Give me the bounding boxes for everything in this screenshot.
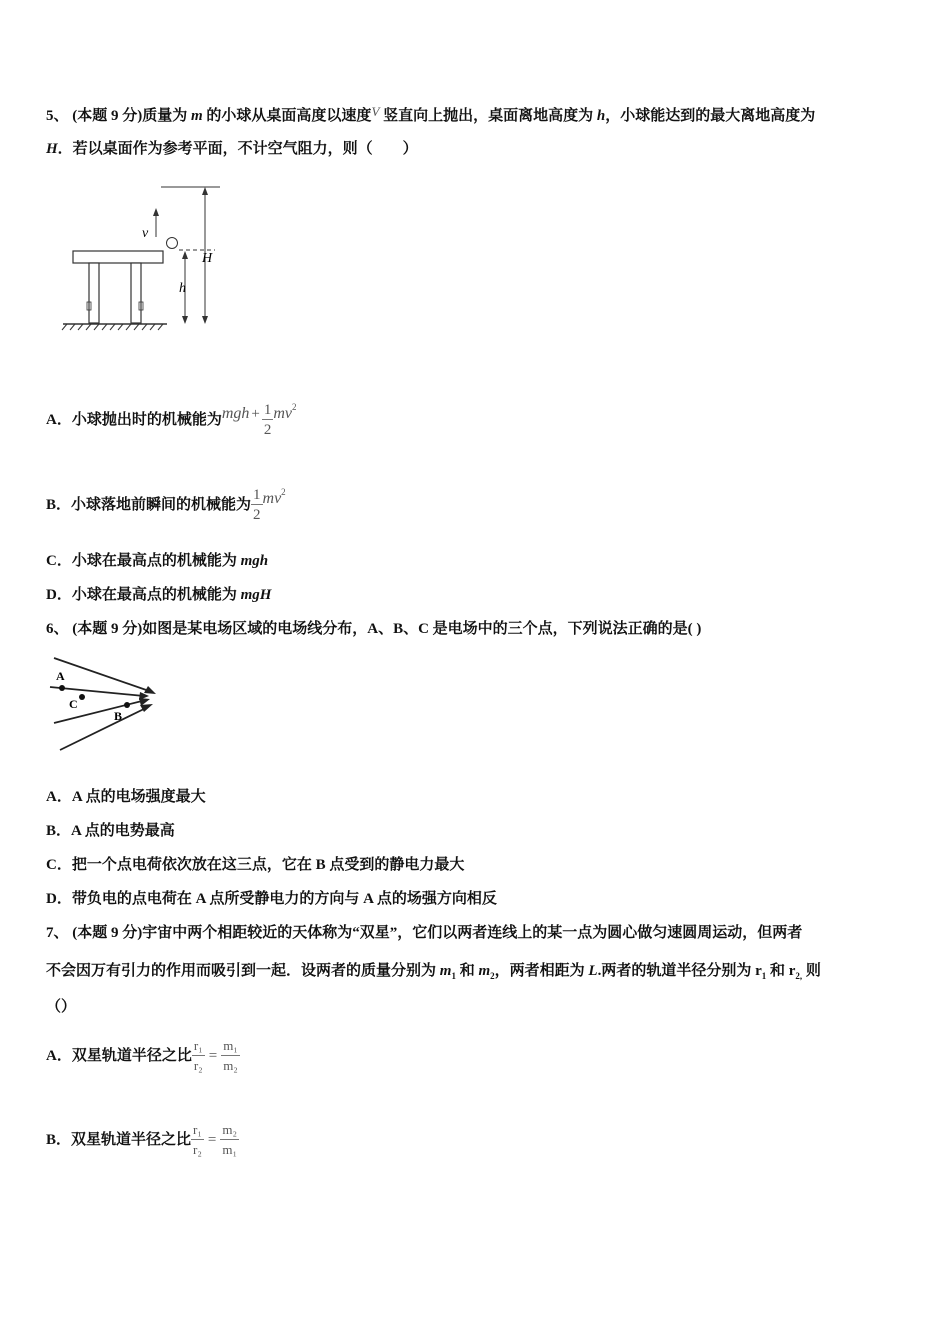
q7-option-a[interactable] bbox=[46, 1032, 240, 1080]
q5-option-d[interactable] bbox=[46, 585, 271, 605]
arrowhead bbox=[202, 187, 208, 195]
equals: = bbox=[208, 1048, 218, 1064]
arrowhead bbox=[153, 208, 159, 216]
text: ，两者相距为 bbox=[494, 963, 589, 979]
denominator: r₂ bbox=[193, 1058, 203, 1074]
numerator: r₁ bbox=[191, 1121, 204, 1140]
text: 的小球从桌面高度以速度 bbox=[202, 108, 372, 124]
math: mv bbox=[262, 490, 282, 507]
table-leg bbox=[89, 263, 99, 323]
option-label: A．双星轨道半径之比 bbox=[46, 1048, 192, 1064]
table-top bbox=[73, 251, 163, 263]
arrowhead bbox=[144, 686, 156, 694]
var-v: V bbox=[371, 104, 380, 119]
fraction bbox=[251, 486, 263, 525]
var-m2: m bbox=[478, 963, 491, 979]
q6-figure-field-lines bbox=[44, 650, 164, 760]
text: ．若以桌面作为参考平面，不计空气阻力，则（ ） bbox=[57, 141, 418, 157]
var-L: L bbox=[588, 963, 598, 979]
q7-stem-line1: 7、 (本题 9 分)宇宙中两个相距较近的天体称为“双星”，它们以两者连线上的某一点为圆心做匀速圆周运动，但两者 bbox=[46, 925, 803, 941]
text: .两者的轨道半径分别为 r bbox=[597, 963, 762, 979]
point-B bbox=[124, 702, 130, 708]
option-label: B．小球落地前瞬间的机械能为 bbox=[46, 497, 252, 513]
option-label: A．小球抛出时的机械能为 bbox=[46, 412, 222, 428]
option-label: B．双星轨道半径之比 bbox=[46, 1132, 192, 1148]
ground-hatch bbox=[62, 324, 163, 330]
field-line bbox=[54, 700, 146, 723]
text: 不会因万有引力的作用而吸引到一起．设两者的质量分别为 bbox=[46, 963, 440, 979]
math: mgh bbox=[240, 553, 269, 569]
q7-option-b[interactable] bbox=[46, 1116, 239, 1164]
math: mv bbox=[273, 405, 293, 422]
text: ，小球能达到的最大离地高度为 bbox=[605, 108, 816, 124]
sub: 2, bbox=[795, 971, 803, 981]
var-m: m bbox=[191, 108, 203, 124]
sub: 1 bbox=[761, 971, 767, 981]
ball bbox=[167, 238, 178, 249]
denominator: r₂ bbox=[193, 1142, 202, 1158]
option-label: D．小球在最高点的机械能为 bbox=[46, 587, 241, 603]
q6-option-d[interactable]: D．带负电的点电荷在 A 点所受静电力的方向与 A 点的场强方向相反 bbox=[46, 891, 497, 907]
q7-stem-line2 bbox=[46, 961, 821, 986]
math: + bbox=[251, 406, 260, 422]
q6-stem: 6、 (本题 9 分)如图是某电场区域的电场线分布，A、B、C 是电场中的三个点，下列说法正确的是( ) bbox=[46, 621, 702, 637]
label-C: C bbox=[69, 697, 78, 711]
H-label: H bbox=[202, 251, 213, 266]
h-label: h bbox=[179, 281, 186, 296]
denominator: m₁ bbox=[222, 1142, 238, 1158]
text: 和 bbox=[455, 963, 479, 979]
denominator: 2 bbox=[253, 507, 261, 524]
q7-stem-line3: （） bbox=[46, 999, 77, 1015]
label-A: A bbox=[56, 669, 65, 683]
text: 则 bbox=[802, 963, 821, 979]
text: 竖直向上抛出，桌面离地高度为 bbox=[379, 108, 597, 124]
denominator: m₂ bbox=[223, 1058, 238, 1074]
q5-option-a[interactable] bbox=[46, 383, 297, 439]
q5-stem-line1 bbox=[46, 102, 815, 126]
math-sup: 2 bbox=[292, 402, 297, 412]
var-h: h bbox=[596, 108, 606, 124]
field-line bbox=[60, 707, 148, 750]
fraction bbox=[262, 401, 274, 440]
option-label: C．小球在最高点的机械能为 bbox=[46, 553, 241, 569]
q5-option-b[interactable] bbox=[46, 468, 286, 524]
math: mgh bbox=[221, 405, 250, 422]
point-A bbox=[59, 685, 65, 691]
sub: 1 bbox=[451, 971, 456, 981]
fraction bbox=[191, 1121, 204, 1160]
text: 5、 (本题 9 分)质量为 bbox=[46, 108, 191, 124]
numerator: m₂ bbox=[220, 1121, 239, 1140]
fraction bbox=[192, 1037, 205, 1076]
label-B: B bbox=[114, 709, 123, 723]
numerator: 1 bbox=[253, 487, 261, 504]
q5-figure-table bbox=[55, 180, 235, 335]
sub: 2 bbox=[490, 971, 495, 981]
numerator: r₁ bbox=[192, 1037, 205, 1056]
arrowhead bbox=[182, 251, 188, 259]
math: mgH bbox=[240, 587, 272, 603]
fraction bbox=[221, 1037, 240, 1076]
numerator: 1 bbox=[263, 402, 272, 419]
text: 和 r bbox=[766, 963, 796, 979]
q6-option-c[interactable]: C．把一个点电荷依次放在这三点，它在 B 点受到的静电力最大 bbox=[46, 857, 465, 873]
fraction bbox=[220, 1121, 239, 1160]
point-C bbox=[79, 694, 85, 700]
denominator: 2 bbox=[263, 422, 272, 439]
q5-option-c[interactable] bbox=[46, 551, 268, 571]
field-line bbox=[54, 658, 152, 692]
var-H: H bbox=[46, 141, 58, 157]
arrowhead bbox=[182, 316, 188, 324]
arrowhead bbox=[202, 316, 208, 324]
math-sup: 2 bbox=[281, 487, 286, 497]
q6-option-a[interactable]: A．A 点的电场强度最大 bbox=[46, 789, 206, 805]
numerator: m₁ bbox=[221, 1037, 240, 1056]
v-label: v bbox=[142, 226, 149, 241]
equals: = bbox=[207, 1132, 217, 1148]
q6-option-b[interactable]: B．A 点的电势最高 bbox=[46, 823, 175, 839]
var-m1: m bbox=[439, 963, 452, 979]
q5-stem-line2 bbox=[46, 139, 418, 159]
table-leg bbox=[131, 263, 141, 323]
